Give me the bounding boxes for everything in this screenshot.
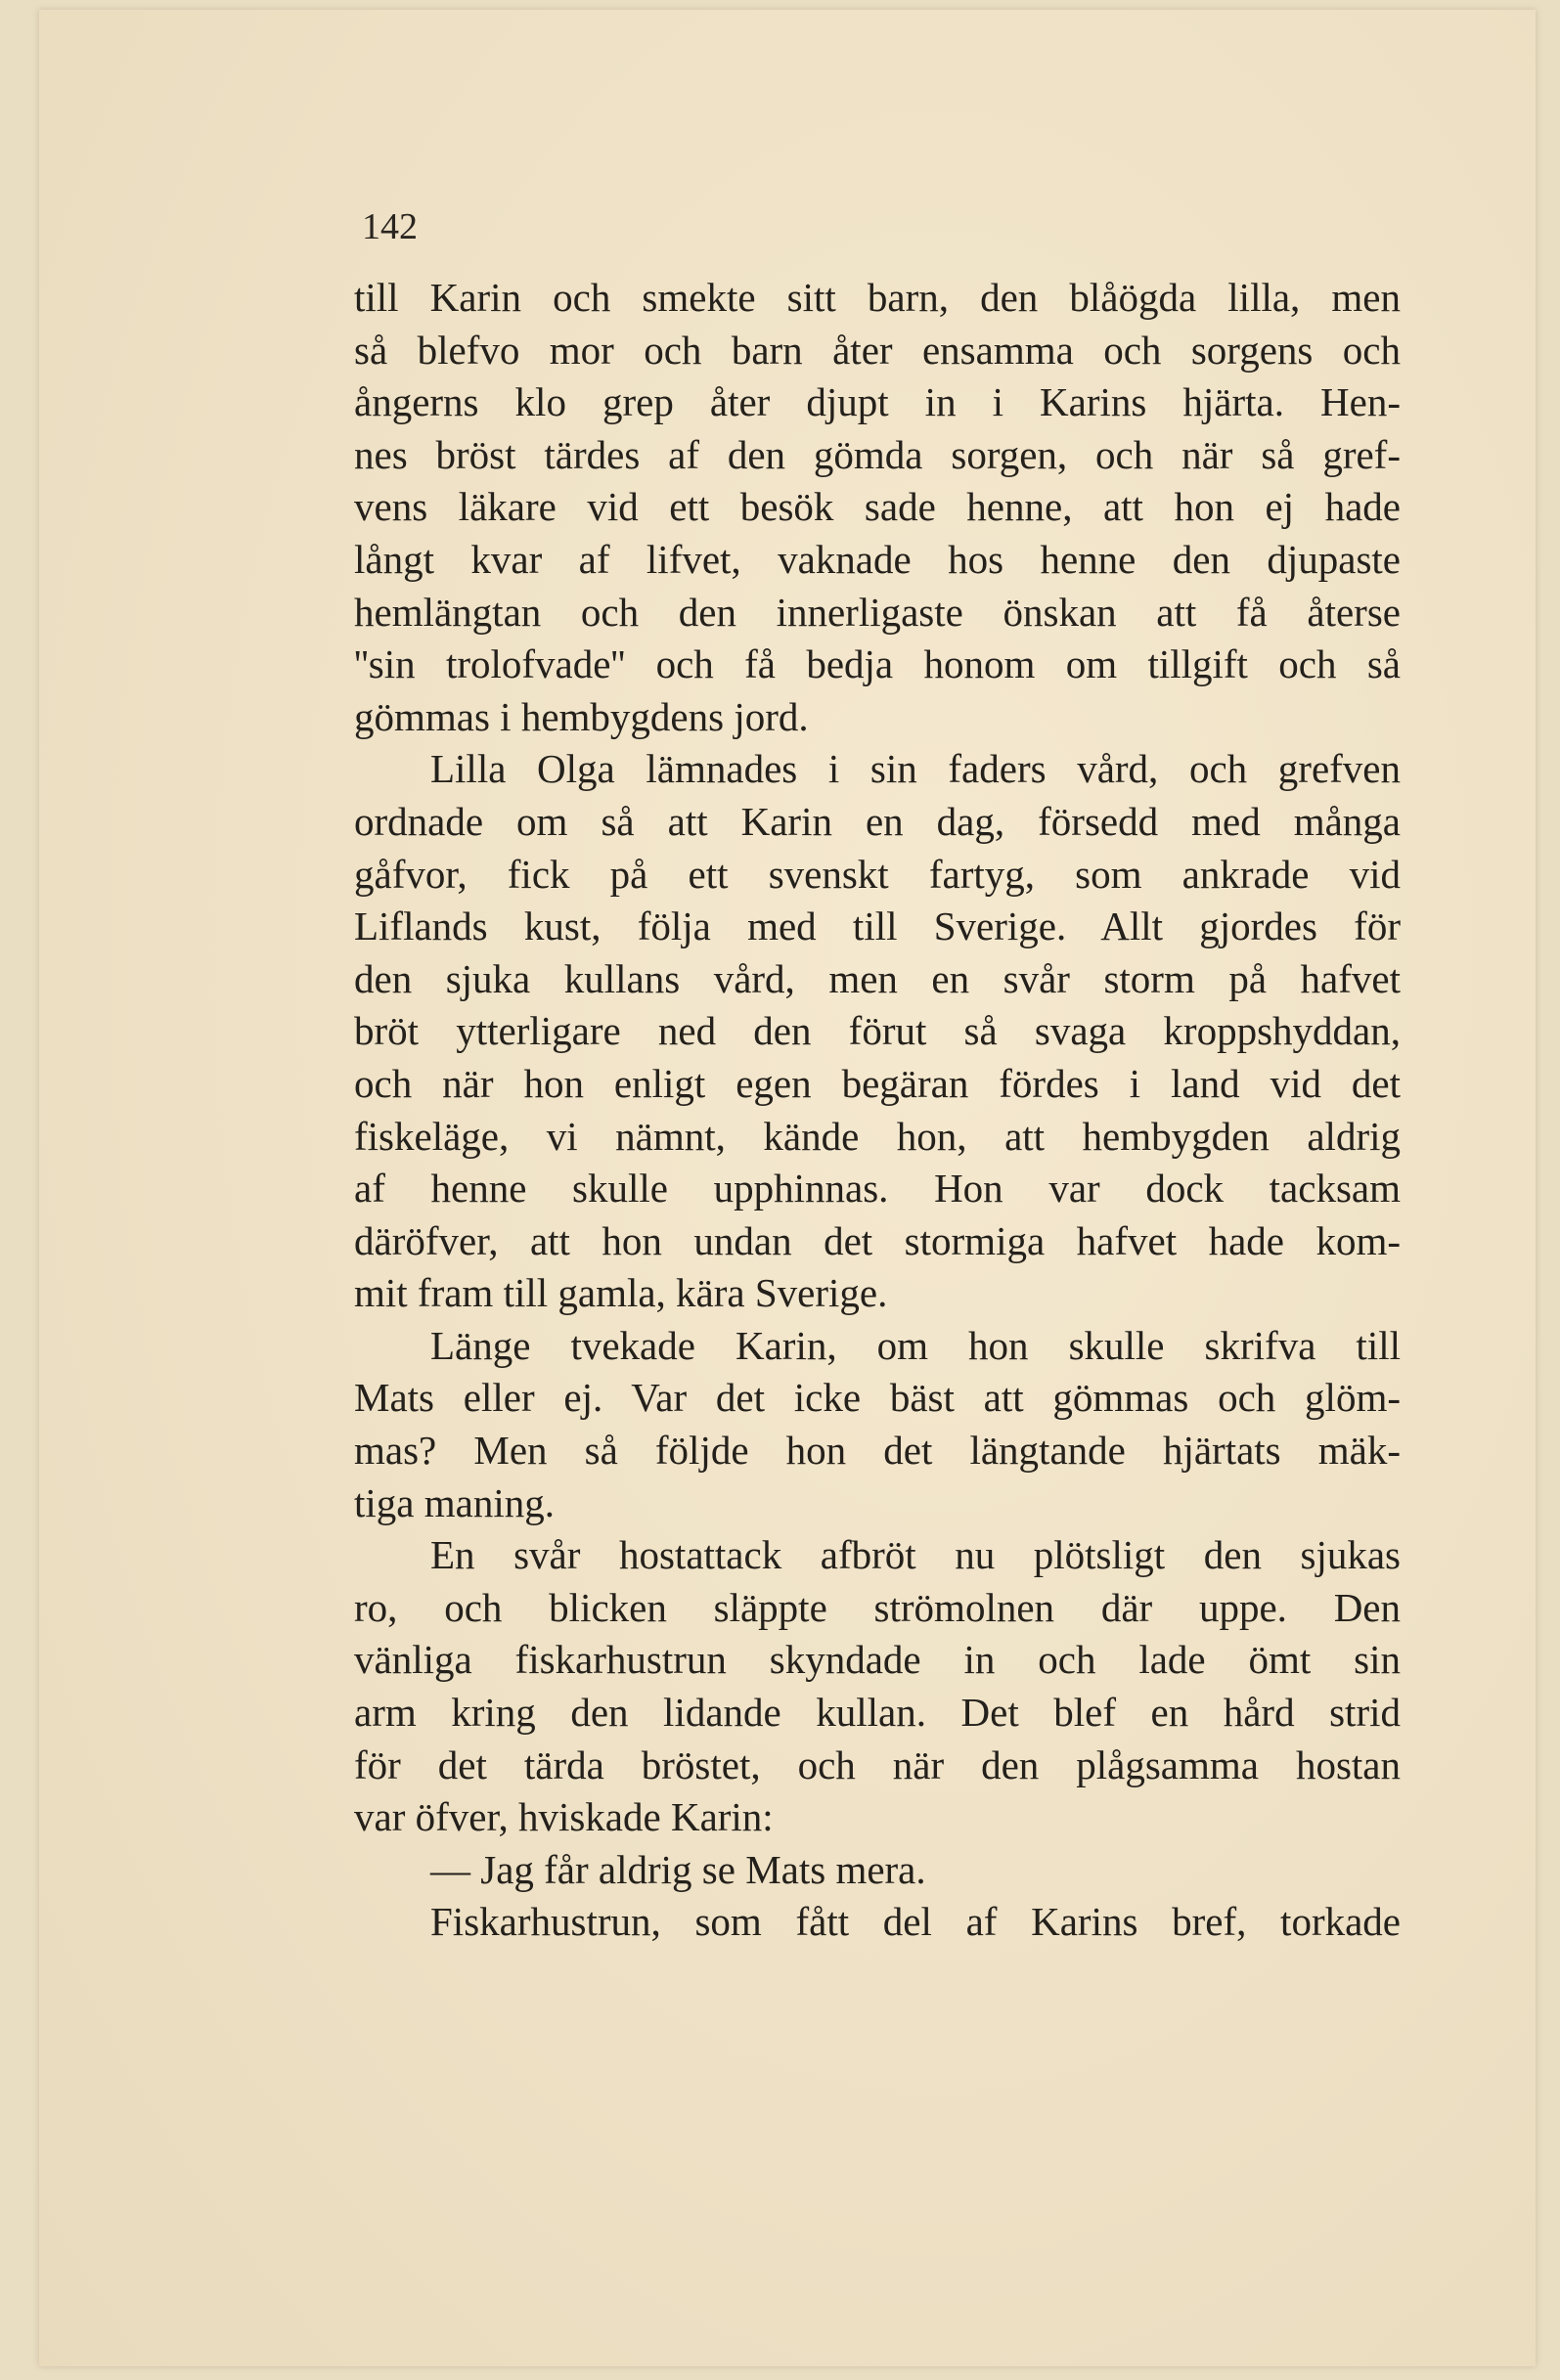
- text-line: ångerns klo grep åter djupt in i Karins hjärta. Hen-: [354, 379, 1401, 425]
- page-number: 142: [362, 206, 418, 247]
- text-line: mit fram till gamla, kära Sverige.: [354, 1270, 888, 1316]
- text-line: vänliga fiskarhustrun skyndade in och lade ömt sin: [354, 1637, 1401, 1683]
- text-line: hemlängtan och den innerligaste önskan att få återse: [354, 589, 1401, 635]
- text-line: långt kvar af lifvet, vaknade hos henne den djupaste: [354, 536, 1401, 582]
- text-line: och när hon enligt egen begäran fördes i land vid det: [354, 1060, 1401, 1106]
- text-line: arm kring den lidande kullan. Det blef en hård strid: [354, 1690, 1401, 1736]
- book-page: [39, 10, 1536, 2366]
- text-line: vens läkare vid ett besök sade henne, att hon ej hade: [354, 484, 1401, 530]
- text-line: den sjuka kullans vård, men en svår storm på hafvet: [354, 955, 1401, 1001]
- text-line: — Jag får aldrig se Mats mera.: [430, 1846, 926, 1892]
- text-line: gåfvor, fick på ett svenskt fartyg, som ankrade vid: [354, 851, 1401, 897]
- text-line: Mats eller ej. Var det icke bäst att gömmas och glöm-: [354, 1375, 1401, 1421]
- text-line: till Karin och smekte sitt barn, den blåögda lilla, men: [354, 275, 1401, 320]
- text-line: ro, och blicken släppte strömolnen där uppe. Den: [354, 1584, 1401, 1630]
- paragraph: [354, 1896, 1401, 1949]
- text-line: nes bröst tärdes af den gömda sorgen, och när så gref-: [354, 431, 1401, 477]
- text-line: var öfver, hviskade Karin:: [354, 1794, 774, 1840]
- text-line: Fiskarhustrun, som fått del af Karins bref, torkade: [430, 1899, 1401, 1945]
- text-line: af henne skulle upphinnas. Hon var dock tacksam: [354, 1166, 1401, 1212]
- text-line: Länge tvekade Karin, om hon skulle skrifva till: [430, 1322, 1401, 1368]
- paragraph: [354, 743, 1401, 1320]
- text-line: mas? Men så följde hon det längtande hjärtats mäk-: [354, 1428, 1401, 1474]
- text-line: fiskeläge, vi nämnt, kände hon, att hembygden aldrig: [354, 1113, 1401, 1159]
- text-line: ''sin trolofvade'' och få bedja honom om tillgift och så: [354, 641, 1401, 687]
- text-line: så blefvo mor och barn åter ensamma och sorgens och: [354, 327, 1401, 373]
- text-line: däröfver, att hon undan det stormiga hafvet hade kom-: [354, 1217, 1401, 1263]
- paragraph: [354, 1320, 1401, 1529]
- text-line: tiga maning.: [354, 1479, 555, 1525]
- text-line: bröt ytterligare ned den förut så svaga kroppshyddan,: [354, 1008, 1401, 1054]
- text-line: Lilla Olga lämnades i sin faders vård, och grefven: [430, 746, 1401, 792]
- paragraph: [354, 1529, 1401, 1844]
- text-line: Liflands kust, följa med till Sverige. Allt gjordes för: [354, 904, 1401, 949]
- text-line: ordnade om så att Karin en dag, försedd med många: [354, 798, 1401, 844]
- paragraph: [354, 1844, 1401, 1897]
- body-text: [354, 272, 1401, 1949]
- text-line: En svår hostattack afbröt nu plötsligt den sjukas: [430, 1532, 1401, 1578]
- text-line: gömmas i hembygdens jord.: [354, 693, 809, 739]
- paragraph: [354, 272, 1401, 743]
- text-line: för det tärda bröstet, och när den plågsamma hostan: [354, 1741, 1401, 1787]
